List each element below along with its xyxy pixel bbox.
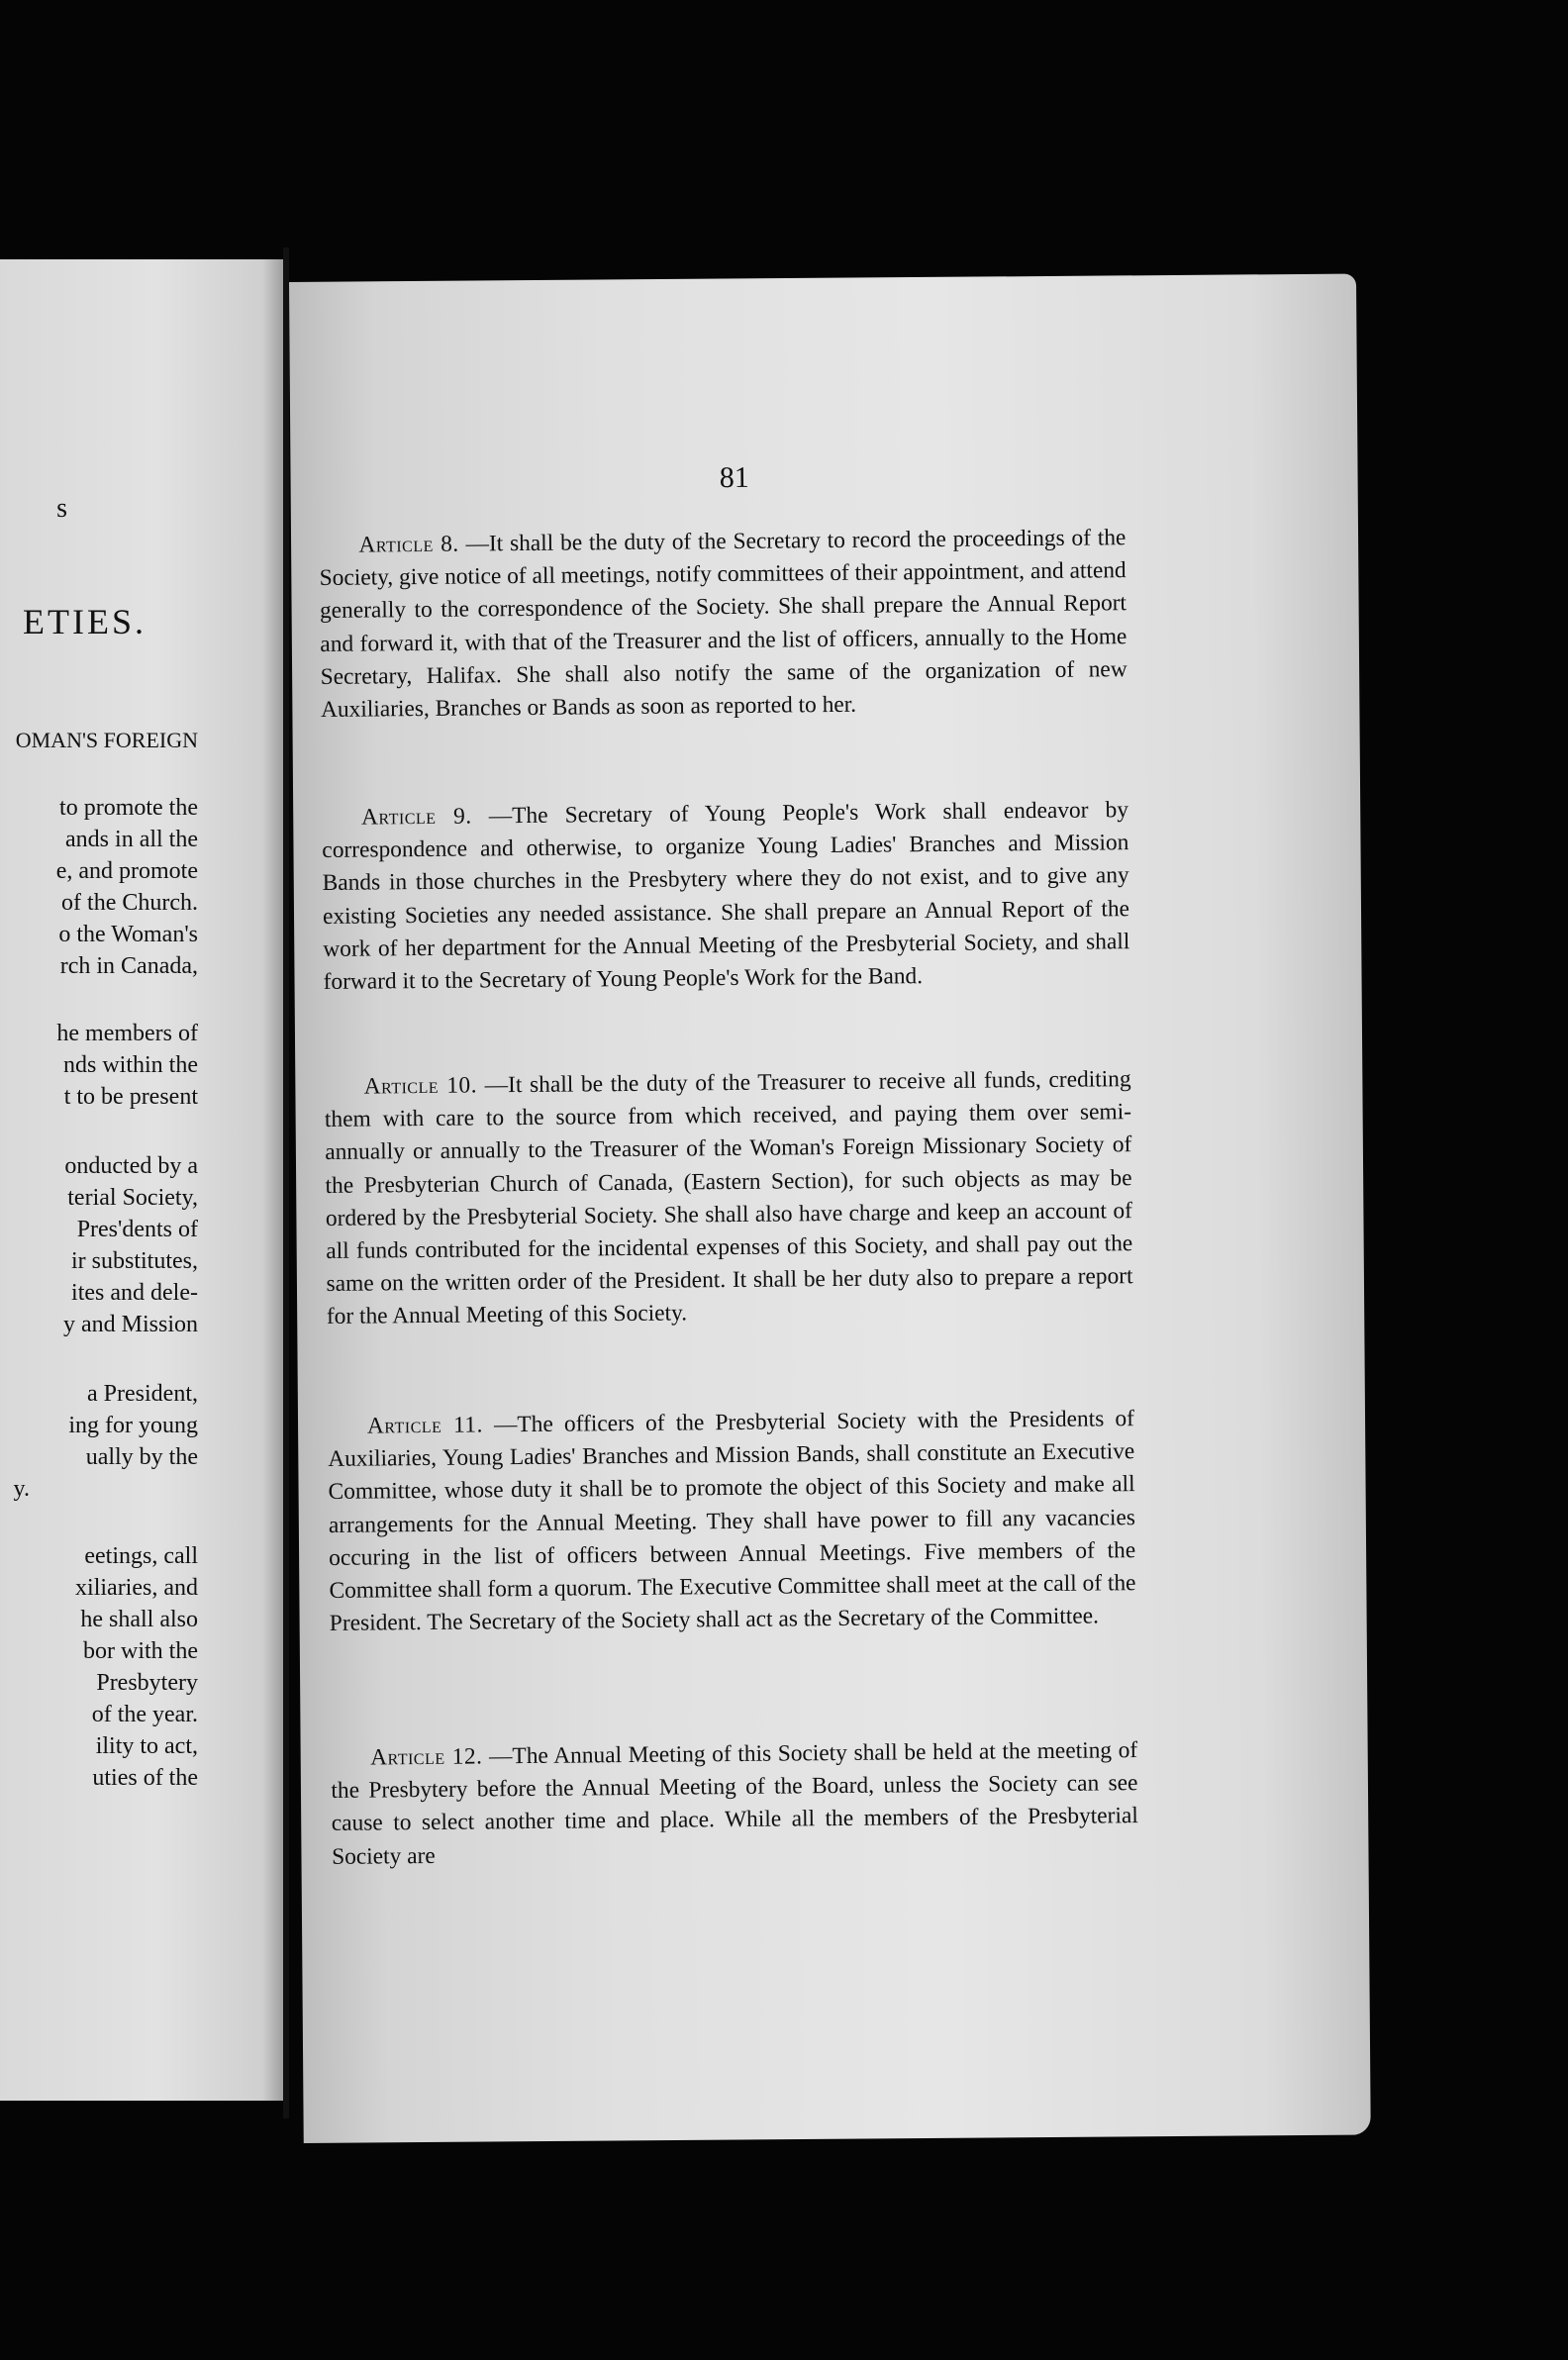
left-line-11: nds within the <box>63 1052 198 1078</box>
left-line-4: to promote the <box>59 795 198 821</box>
article-10-heading: Article 10. <box>363 1072 478 1100</box>
left-line-23: eetings, call <box>84 1543 198 1569</box>
article-8 <box>319 522 1127 727</box>
left-line-21: ually by the <box>85 1444 198 1470</box>
article-9 <box>322 794 1130 999</box>
article-12-body: —The Annual Meeting of this Society shall be held at the meeting of the Presbytery before the Annual Meeting of the Board, unless the Society can see cause to select another time and place. While all the members of the Presbyterial Society are <box>331 1737 1138 1870</box>
left-line-3: OMAN'S FOREIGN <box>15 728 198 752</box>
left-line-19: a President, <box>87 1381 198 1407</box>
article-12-heading: Article 12. <box>370 1743 483 1771</box>
left-line-29: ility to act, <box>95 1733 198 1759</box>
left-line-22: y. <box>13 1476 30 1502</box>
left-line-13: onducted by a <box>64 1153 198 1179</box>
article-12 <box>331 1734 1138 1874</box>
left-line-24: xiliaries, and <box>75 1575 198 1601</box>
left-line-27: Presbytery <box>96 1670 198 1696</box>
left-line-14: terial Society, <box>67 1185 198 1211</box>
article-8-heading: Article 8. <box>358 531 459 558</box>
left-line-20: ing for young <box>68 1413 198 1438</box>
article-9-body: —The Secretary of Young People's Work shall endeavor by correspondence and otherwise, to organize Young Ladies' Branches and Mission Bands in those churches in the Presbytery where they do not exist, and to give any existing Societies any needed assistance. She shall prepare an Annual Report of the work of her department for the Annual Meeting of the Presbyterial Society, and shall forward it to the Secretary of Young People's Work for the Band. <box>322 797 1130 995</box>
left-facing-page <box>0 259 285 2101</box>
article-9-heading: Article 9. <box>360 803 472 831</box>
left-line-10: he members of <box>56 1021 198 1046</box>
left-line-9: rch in Canada, <box>59 953 198 979</box>
left-line-18: y and Mission <box>62 1312 198 1337</box>
left-line-28: of the year. <box>91 1702 198 1727</box>
left-line-30: uties of the <box>92 1765 198 1791</box>
book-gutter <box>283 247 289 2118</box>
left-line-16: ir substitutes, <box>70 1248 198 1274</box>
article-10-body: —It shall be the duty of the Treasurer to receive all funds, crediting them with care to the source from which received, and paying them over semi-annually or annually to the Treasurer of the Woman's Foreign Missionary Society of the Presbyterian Church of Canada, (Eastern Section), for such objects as may be ordered by the Presbyterial Society. She shall also have charge and keep an account of all funds contributed for the incidental expenses of this Society, and shall pay out the same on the written order of the President. It shall be her duty also to prepare a report for the Annual Meeting of this Society. <box>324 1066 1133 1330</box>
left-line-7: of the Church. <box>61 890 198 916</box>
left-line-25: he shall also <box>80 1607 198 1632</box>
page-number: 81 <box>719 460 749 495</box>
left-line-1: s <box>56 493 67 524</box>
left-line-26: bor with the <box>83 1638 198 1664</box>
left-line-6: e, and promote <box>55 858 198 884</box>
left-line-15: Pres'dents of <box>76 1217 198 1242</box>
left-line-5: ands in all the <box>65 827 198 852</box>
left-line-2: ETIES. <box>23 602 147 641</box>
article-10 <box>325 1063 1134 1333</box>
left-line-12: t to be present <box>63 1084 198 1110</box>
left-line-17: ites and dele- <box>71 1280 198 1306</box>
left-line-8: o the Woman's <box>58 922 198 947</box>
article-11-body: —The officers of the Presbyterial Society with the Presidents of Auxiliaries, Young Ladies' Branches and Mission Bands, shall constitute an Executive Committee, whose duty it shall be to promote the object of this Society and make all arrangements for the Annual Meeting. They shall have power to fill any vacancies occuring in the list of officers between Annual Meetings. Five members of the Committee shall form a quorum. The Executive Committee shall meet at the call of the President. The Secretary of the Society shall act as the Secretary of the Committee. <box>328 1406 1136 1637</box>
article-11-heading: Article 11. <box>366 1412 484 1439</box>
article-8-body: —It shall be the duty of the Secretary to record the proceedings of the Society, give notice of all meetings, notify committees of their appointment, and attend generally to the correspondence of the Society. She shall prepare the Annual Report and forward it, with that of the Treasurer and the list of officers, annually to the Home Secretary, Halifax. She shall also notify the same of the organization of new Auxiliaries, Branches or Bands as soon as reported to her. <box>319 525 1127 723</box>
article-11 <box>328 1403 1136 1640</box>
